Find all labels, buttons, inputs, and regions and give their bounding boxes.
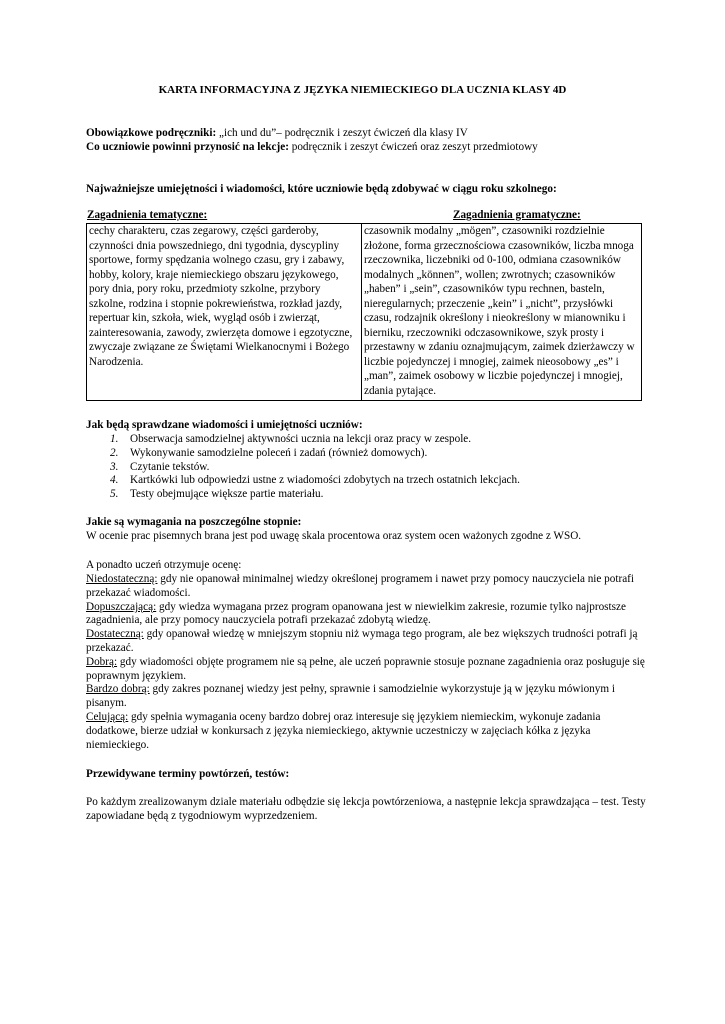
grade-celujaca xyxy=(86,711,646,752)
item-number: 3. xyxy=(110,460,119,473)
requirements-heading: Jakie są wymagania na poszczególne stopnie: xyxy=(86,516,302,528)
textbooks-line xyxy=(86,127,468,141)
requirements-intro: W ocenie prac pisemnych brana jest pod uwagę skala procentowa oraz system ocen ważonych zgodne z WSO. xyxy=(86,530,582,542)
topics-cell: cechy charakteru, czas zegarowy, części garderoby, czynności dnia powszedniego, dni tygodnia, dyscypliny sportowe, formy spędzania wolnego czasu, gry i zabawy, hobby, kolory, kraje niemieckiego obszaru językowego, pory dnia, pory roku, przedmioty szkolne, przybory szkolne, rodzina i stopnie pokrewieństwa, rozkład jazdy, repertuar kin, szkoła, wiek, wygląd osób i zwierząt, zainteresowania, zawody, zwierzęta domowe i egzotyczne, zwyczaje związane ze Świętami Wielkanocnymi i Bożego Narodzenia. xyxy=(87,224,362,401)
reviews-text: Po każdym zrealizowanym dziale materiału odbędzie się lekcja powtórzeniowa, a następnie lekcja sprawdzająca – test. Testy zapowiadane będą z tygodniowym wyprzedzeniem. xyxy=(86,796,646,822)
reviews-heading: Przewidywane terminy powtórzeń, testów: xyxy=(86,768,290,780)
grade-bardzo-dobra xyxy=(86,683,646,711)
grade-name: Niedostateczną: xyxy=(86,573,158,585)
topics-header: Zagadnienia tematyczne: xyxy=(87,209,208,221)
grade-text: gdy zakres poznanej wiedzy jest pełny, sprawnie i samodzielnie wykorzystuje ją w języku mówionym i pisanym. xyxy=(86,683,615,710)
requirements-also: A ponadto uczeń otrzymuje ocenę: xyxy=(86,559,242,571)
item-number: 1. xyxy=(110,433,119,445)
skills-heading: Najważniejsze umiejętności i wiadomości, które uczniowie będą zdobywać w ciągu roku szkolnego: xyxy=(86,183,557,195)
item-text: Testy obejmujące większe partie materiału. xyxy=(130,488,324,501)
grade-name: Dobrą: xyxy=(86,655,118,668)
grammar-header: Zagadnienia gramatyczne: xyxy=(453,209,581,221)
grade-text: gdy opanował wiedzę w mniejszym stopniu niż wymaga tego program, ale bez większych trudności potrafi ją przekazać. xyxy=(86,628,638,654)
grade-text: gdy nie opanował minimalnej wiedzy określonej programem i nawet przy pomocy nauczyciela nie potrafi przekazać wiadomości. xyxy=(86,573,635,599)
grade-name: Bardzo dobrą: xyxy=(86,683,150,696)
checks-heading: Jak będą sprawdzane wiadomości i umiejętności uczniów: xyxy=(86,419,363,431)
grade-text: gdy spełnia wymagania oceny bardzo dobrej oraz interesuje się językiem niemieckim, wykonuje zadania dodatkowe, bierze udział w konkursach z języka niemieckiego, aktywnie uczestniczy w zajęciach kółka z języka niemieckiego. xyxy=(86,710,601,751)
textbooks-label: Obowiązkowe podręczniki: xyxy=(86,127,217,139)
list-item xyxy=(86,474,520,488)
item-text: Obserwacja samodzielnej aktywności ucznia na lekcji oraz pracy w zespole. xyxy=(130,433,472,445)
table-row xyxy=(87,224,642,401)
list-item xyxy=(86,447,520,461)
item-number: 2. xyxy=(110,446,119,459)
textbooks-value: „ich und du”– podręcznik i zeszyt ćwiczeń dla klasy IV xyxy=(216,127,468,139)
grade-text: gdy wiedza wymagana przez program opanowana jest w niewielkim zakresie, rozumie tylko najprostsze zagadnienia, ale przy pomocy nauczyciela potrafi przekazać zdobytą wiedzę. xyxy=(86,600,626,627)
item-text: Kartkówki lub odpowiedzi ustne z wiadomości zdobytych na trzech ostatnich lekcjach. xyxy=(130,474,520,487)
bring-line xyxy=(86,141,538,155)
bring-value: podręcznik i zeszyt ćwiczeń oraz zeszyt przedmiotowy xyxy=(288,141,538,153)
grade-name: Dopuszczającą: xyxy=(86,600,157,613)
item-number: 5. xyxy=(110,488,119,501)
checks-list xyxy=(86,433,520,502)
grade-dobra xyxy=(86,656,646,684)
grade-name: Celującą: xyxy=(86,710,129,723)
grade-dostateczna xyxy=(86,628,646,656)
topics-table xyxy=(86,223,642,401)
list-item xyxy=(86,461,520,475)
bring-label: Co uczniowie powinni przynosić na lekcje: xyxy=(86,141,289,153)
grade-name: Dostateczną: xyxy=(86,628,144,641)
item-text: Wykonywanie samodzielne poleceń i zadań (również domowych). xyxy=(130,446,428,459)
grade-niedostateczna xyxy=(86,573,646,601)
item-text: Czytanie tekstów. xyxy=(130,460,210,473)
grades-list xyxy=(86,573,646,752)
list-item xyxy=(86,488,520,502)
grade-dopuszczajaca xyxy=(86,601,646,629)
page-title: KARTA INFORMACYJNA Z JĘZYKA NIEMIECKIEGO DLA UCZNIA KLASY 4D xyxy=(158,84,567,96)
grade-text: gdy wiadomości objęte programem nie są pełne, ale uczeń poprawnie stosuje poznane zagadnienia oraz posługuje się poprawnym językiem. xyxy=(86,655,645,682)
item-number: 4. xyxy=(110,474,119,487)
grammar-cell: czasownik modalny „mögen”, czasowniki rozdzielnie złożone, forma grzecznościowa czasowników, liczba mnoga rzeczownika, liczebniki od 0-100, odmiana czasowników modalnych „können”, wollen; zwrotnych; czasowników „haben” i „sein”, czasowników typu rechnen, basteln, nieregularnych; przeczenie „kein” i „nicht”, przysłówki czasu, rodzajnik określony i nieokreślony w mianowniku i bierniku, rzeczowniki odczasownikowe, szyk prosty i przestawny w zdaniu oznajmującym, zaimek dzierżawczy w liczbie pojedynczej i mnogiej, zaimek nieosobowy „es” i „man”, zaimek osobowy w liczbie pojedynczej i mnogiej, zdania pytające. xyxy=(362,224,642,401)
list-item xyxy=(86,433,520,447)
